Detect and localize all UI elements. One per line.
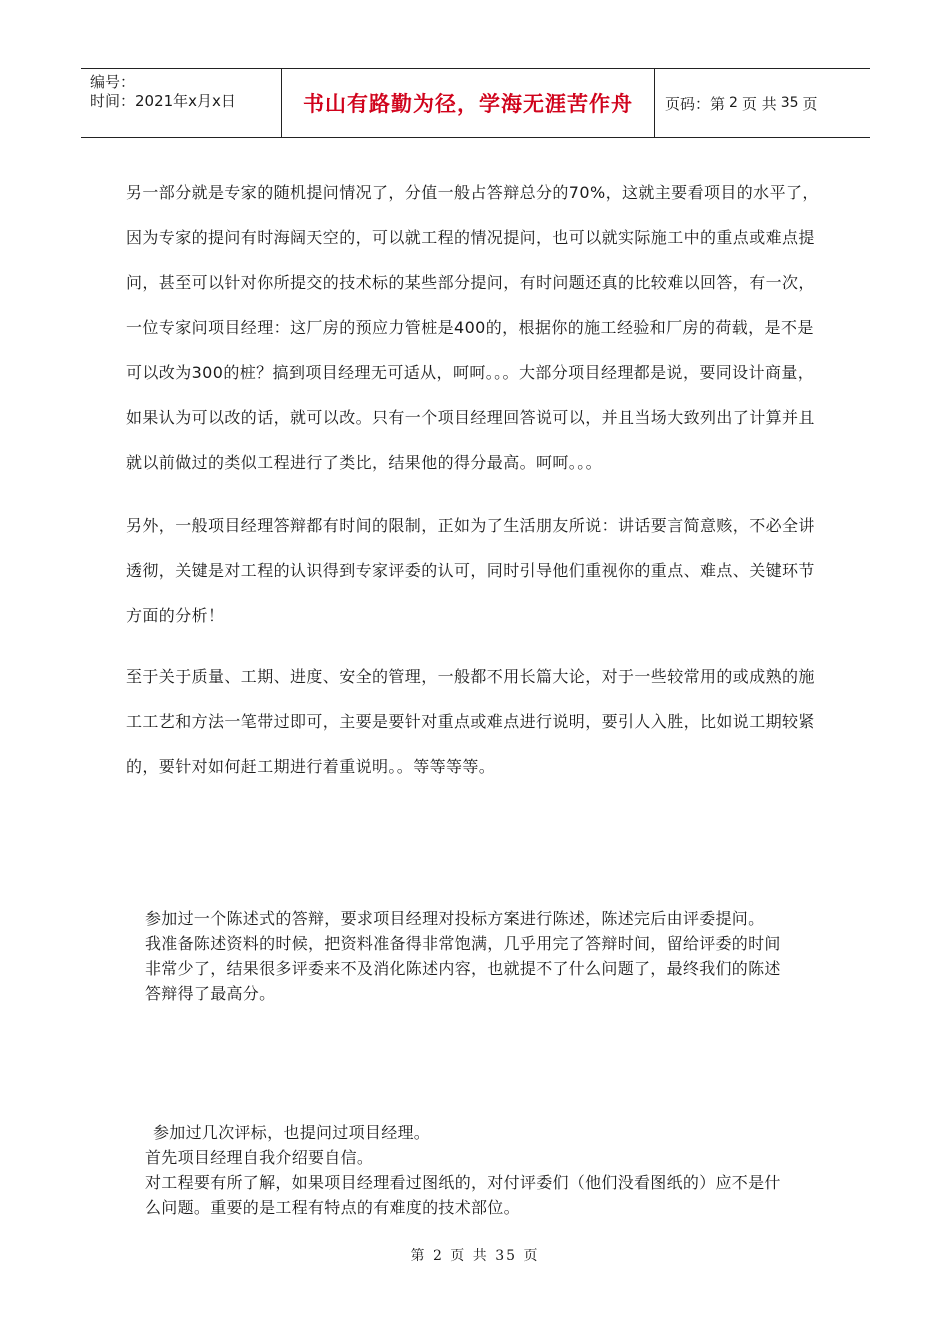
text-line: 对工程要有所了解，如果项目经理看过图纸的，对付评委们（他们没看图纸的）应不是什: [145, 1173, 781, 1192]
text-line: 参加过一个陈述式的答辩，要求项目经理对投标方案进行陈述，陈述完后由评委提问。: [145, 909, 765, 928]
text-line: 答辩得了最高分。: [145, 984, 276, 1003]
number-label: 编号：: [90, 73, 136, 91]
page-total: 35: [780, 95, 799, 111]
evaluation-block: [145, 1120, 825, 1220]
text-line: 首先项目经理自我介绍要自信。: [145, 1148, 374, 1167]
page-label: 页码：第: [665, 94, 726, 113]
page-header: [81, 68, 870, 138]
time-label: 时间：2021年x月x日: [90, 92, 236, 110]
text-line: 我准备陈述资料的时候，把资料准备得非常饱满，几乎用完了答辩时间，留给评委的时间: [145, 934, 781, 953]
paragraph-management: 至于关于质量、工期、进度、安全的管理，一般都不用长篇大论，对于一些较常用的或成熟的施工工艺和方法一笔带过即可，主要是要针对重点或难点进行说明，要引人入胜，比如说工期较紧的，要针对如何赶工期进行着重说明。。等等等等。: [126, 667, 815, 776]
statement-defense-block: [145, 906, 825, 1006]
page-current: 2: [729, 95, 738, 111]
header-meta: [81, 69, 282, 137]
paragraph-time-limit: 另外，一般项目经理答辩都有时间的限制，正如为了生活朋友所说：讲话要言简意赅，不必全讲透彻，关键是对工程的认识得到专家评委的认可，同时引导他们重视你的重点、难点、关键环节方面的分析！: [126, 516, 815, 625]
page-suffix: 页: [802, 94, 818, 113]
page-footer: 第 2 页 共 35 页: [410, 1248, 540, 1264]
header-motto: 书山有路勤为径，学海无涯苦作舟: [282, 69, 655, 137]
text-line: 非常少了，结果很多评委来不及消化陈述内容，也就提不了什么问题了，最终我们的陈述: [145, 959, 781, 978]
header-page-info: [655, 69, 870, 137]
text-line: 么问题。重要的是工程有特点的有难度的技术部位。: [145, 1198, 520, 1217]
paragraph-expert-questions: 另一部分就是专家的随机提问情况了，分值一般占答辩总分的70%，这就主要看项目的水平了，因为专家的提问有时海阔天空的，可以就工程的情况提问，也可以就实际施工中的重点或难点提问，甚至可以针对你所提交的技术标的某些部分提问，有时问题还真的比较难以回答，有一次，一位专家问项目经理：这厂房的预应力管桩是400的，根据你的施工经验和厂房的荷载，是不是可以改为300的桩？搞到项目经理无可适从，呵呵。。。大部分项目经理都是说，要同设计商量，如果认为可以改的话，就可以改。只有一个项目经理回答说可以，并且当场大致列出了计算并且就以前做过的类似工程进行了类比，结果他的得分最高。呵呵。。。: [126, 183, 819, 472]
page-mid: 页 共: [741, 94, 777, 113]
text-line: 参加过几次评标，也提问过项目经理。: [153, 1123, 431, 1142]
